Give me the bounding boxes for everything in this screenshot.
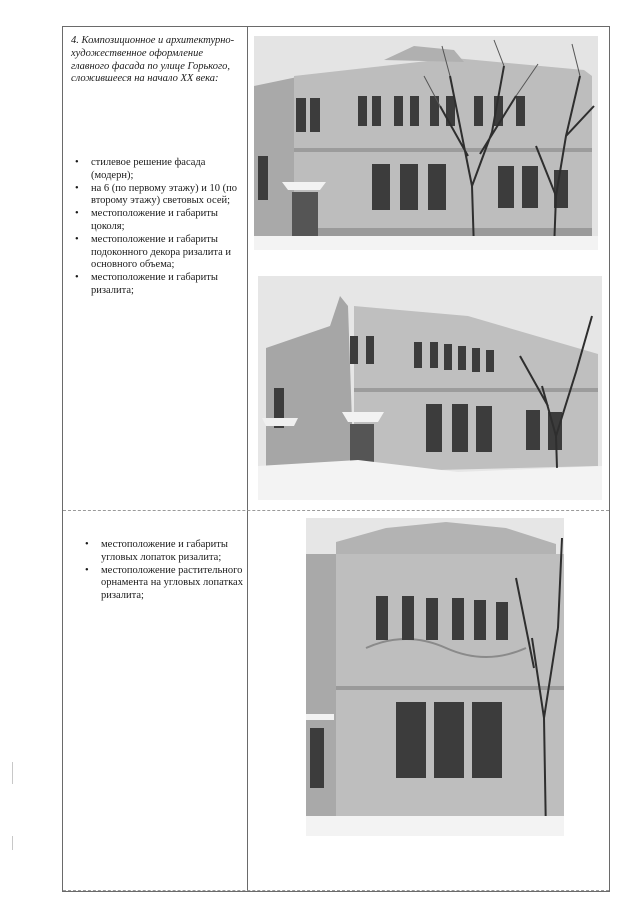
- row-divider: [63, 510, 609, 511]
- table-bottom-rule: [63, 890, 609, 891]
- feature-list-lower: [81, 539, 251, 603]
- section-title: 4. Композиционное и архитектурно-художественное оформление главного фасада по улице Горького, сложившееся на начало XX века:: [71, 35, 235, 85]
- facade-photo-3: [306, 518, 564, 836]
- list-item: • стилевое решение фасада (модерн);: [71, 157, 247, 183]
- feature-list-upper: [71, 157, 247, 298]
- list-item: • на 6 (по первому этажу) и 10 (по второму этажу) световых осей;: [71, 183, 247, 209]
- facade-photo-1: [254, 36, 598, 250]
- column-divider: [247, 27, 248, 891]
- list-item: • местоположение и габариты угловых лопаток ризалита;: [81, 539, 251, 565]
- scan-artifact: [12, 836, 13, 850]
- list-item: • местоположение и габариты ризалита;: [71, 272, 247, 298]
- list-item: • местоположение и габариты цоколя;: [71, 208, 247, 234]
- list-item: • местоположение растительного орнамента на угловых лопатках ризалита;: [81, 565, 251, 603]
- facade-photo-2: [258, 276, 602, 500]
- list-item: • местоположение и габариты подоконного декора ризалита и основного объема;: [71, 234, 247, 272]
- scan-artifact: [12, 762, 13, 784]
